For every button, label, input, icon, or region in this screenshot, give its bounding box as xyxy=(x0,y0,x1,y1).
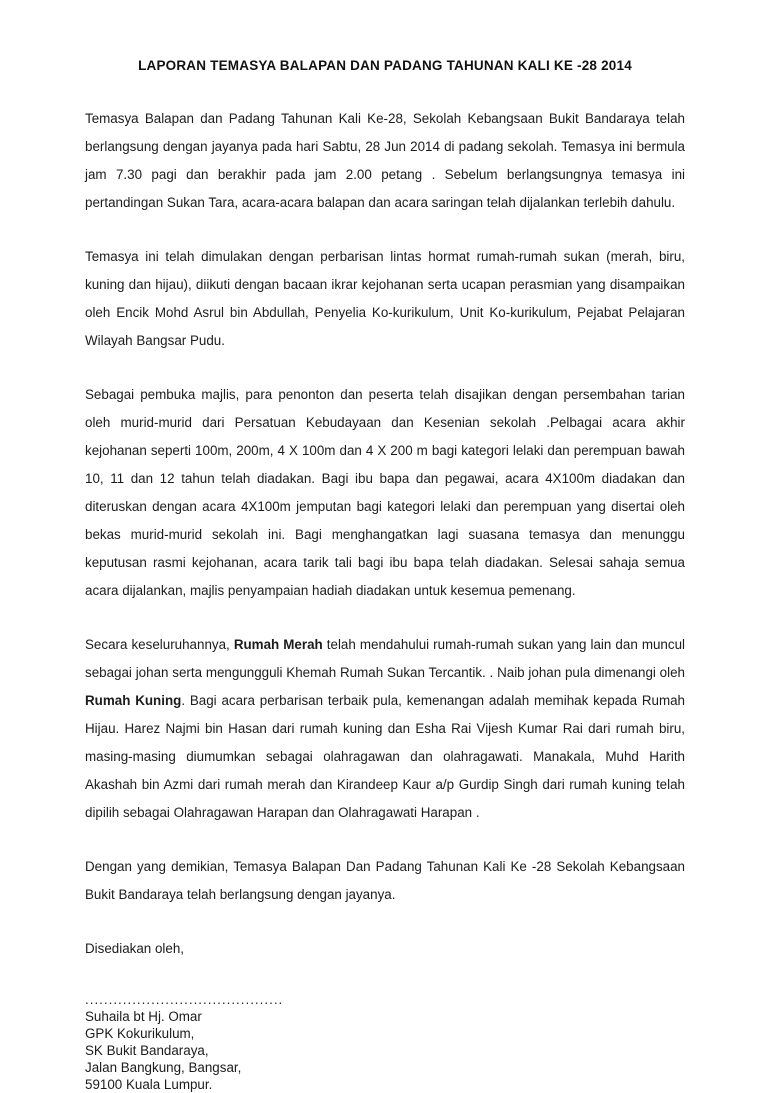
paragraph-results xyxy=(85,631,685,827)
paragraph-events: Sebagai pembuka majlis, para penonton dan peserta telah disajikan dengan persembahan tarian oleh murid-murid dari Persatuan Kebudayaan dan Kesenian sekolah .Pelbagai acara akhir kejohanan seperti 100m, 200m, 4 X 100m dan 4 X 200 m bagi kategori lelaki dan perempuan bawah 10, 11 dan 12 tahun telah diadakan. Bagi ibu bapa dan pegawai, acara 4X100m diadakan dan diteruskan dengan acara 4X100m jemputan bagi kategori lelaki dan perempuan yang disertai oleh bekas murid-murid sekolah ini. Bagi menghangatkan lagi suasana temasya dan menunggu keputusan rasmi kejohanan, acara tarik tali bagi ibu bapa telah diadakan. Selesai sahaja semua acara dijalankan, majlis penyampaian hadiah diadakan untuk kesemua pemenang. xyxy=(85,387,685,598)
paragraph-closing: Dengan yang demikian, Temasya Balapan Dan Padang Tahunan Kali Ke -28 Sekolah Kebangsaan Bukit Bandaraya telah berlangsung dengan jayanya. xyxy=(85,859,685,902)
signature-block xyxy=(85,991,685,1093)
results-run-yellow-house: Rumah Kuning xyxy=(85,693,182,708)
signature-city: 59100 Kuala Lumpur. xyxy=(85,1077,213,1092)
results-run-red-house: Rumah Merah xyxy=(233,637,323,652)
paragraph-intro: Temasya Balapan dan Padang Tahunan Kali Ke-28, Sekolah Kebangsaan Bukit Bandaraya telah berlangsung dengan jayanya pada hari Sabtu, 28 Jun 2014 di padang sekolah. Temasya ini bermula jam 7.30 pagi dan berakhir pada jam 2.00 petang . Sebelum berlangsungnya temasya ini pertandingan Sukan Tara, acara-acara balapan dan acara saringan telah dijalankan terlebih dahulu. xyxy=(85,111,685,210)
results-run-3: telah mendahului rumah-rumah sukan yang lain dan muncul sebagai johan serta mengungguli Khemah Rumah Sukan Tercantik. . Naib johan pula dimenangi oleh xyxy=(85,637,685,680)
signature-name: Suhaila bt Hj. Omar xyxy=(85,1009,202,1024)
signature-street: Jalan Bangkung, Bangsar, xyxy=(85,1060,242,1075)
results-run-1: Secara keseluruhannya, xyxy=(85,637,234,652)
signature-dotted-line: .......................................... xyxy=(85,992,284,1007)
signature-role: GPK Kokurikulum, xyxy=(85,1026,195,1041)
report-title: LAPORAN TEMASYA BALAPAN DAN PADANG TAHUNAN KALI KE -28 2014 xyxy=(138,58,632,73)
prepared-by-label: Disediakan oleh, xyxy=(85,941,185,956)
results-run-5: . Bagi acara perbarisan terbaik pula, kemenangan adalah memihak kepada Rumah Hijau. Harez Najmi bin Hasan dari rumah kuning dan Esha Rai Vijesh Kumar Rai dari rumah biru, masing-masing diumumkan sebagai olahragawan dan olahragawati. Manakala, Muhd Harith Akashah bin Azmi dari rumah merah dan Kirandeep Kaur a/p Gurdip Singh dari rumah kuning telah dipilih sebagai Olahragawan Harapan dan Olahragawati Harapan . xyxy=(85,693,686,820)
paragraph-opening-ceremony: Temasya ini telah dimulakan dengan perbarisan lintas hormat rumah-rumah sukan (merah, biru, kuning dan hijau), diikuti dengan bacaan ikrar kejohanan serta ucapan perasmian yang disampaikan oleh Encik Mohd Asrul bin Abdullah, Penyelia Ko-kurikulum, Unit Ko-kurikulum, Pejabat Pelajaran Wilayah Bangsar Pudu. xyxy=(85,249,685,348)
signature-school: SK Bukit Bandaraya, xyxy=(85,1043,209,1058)
